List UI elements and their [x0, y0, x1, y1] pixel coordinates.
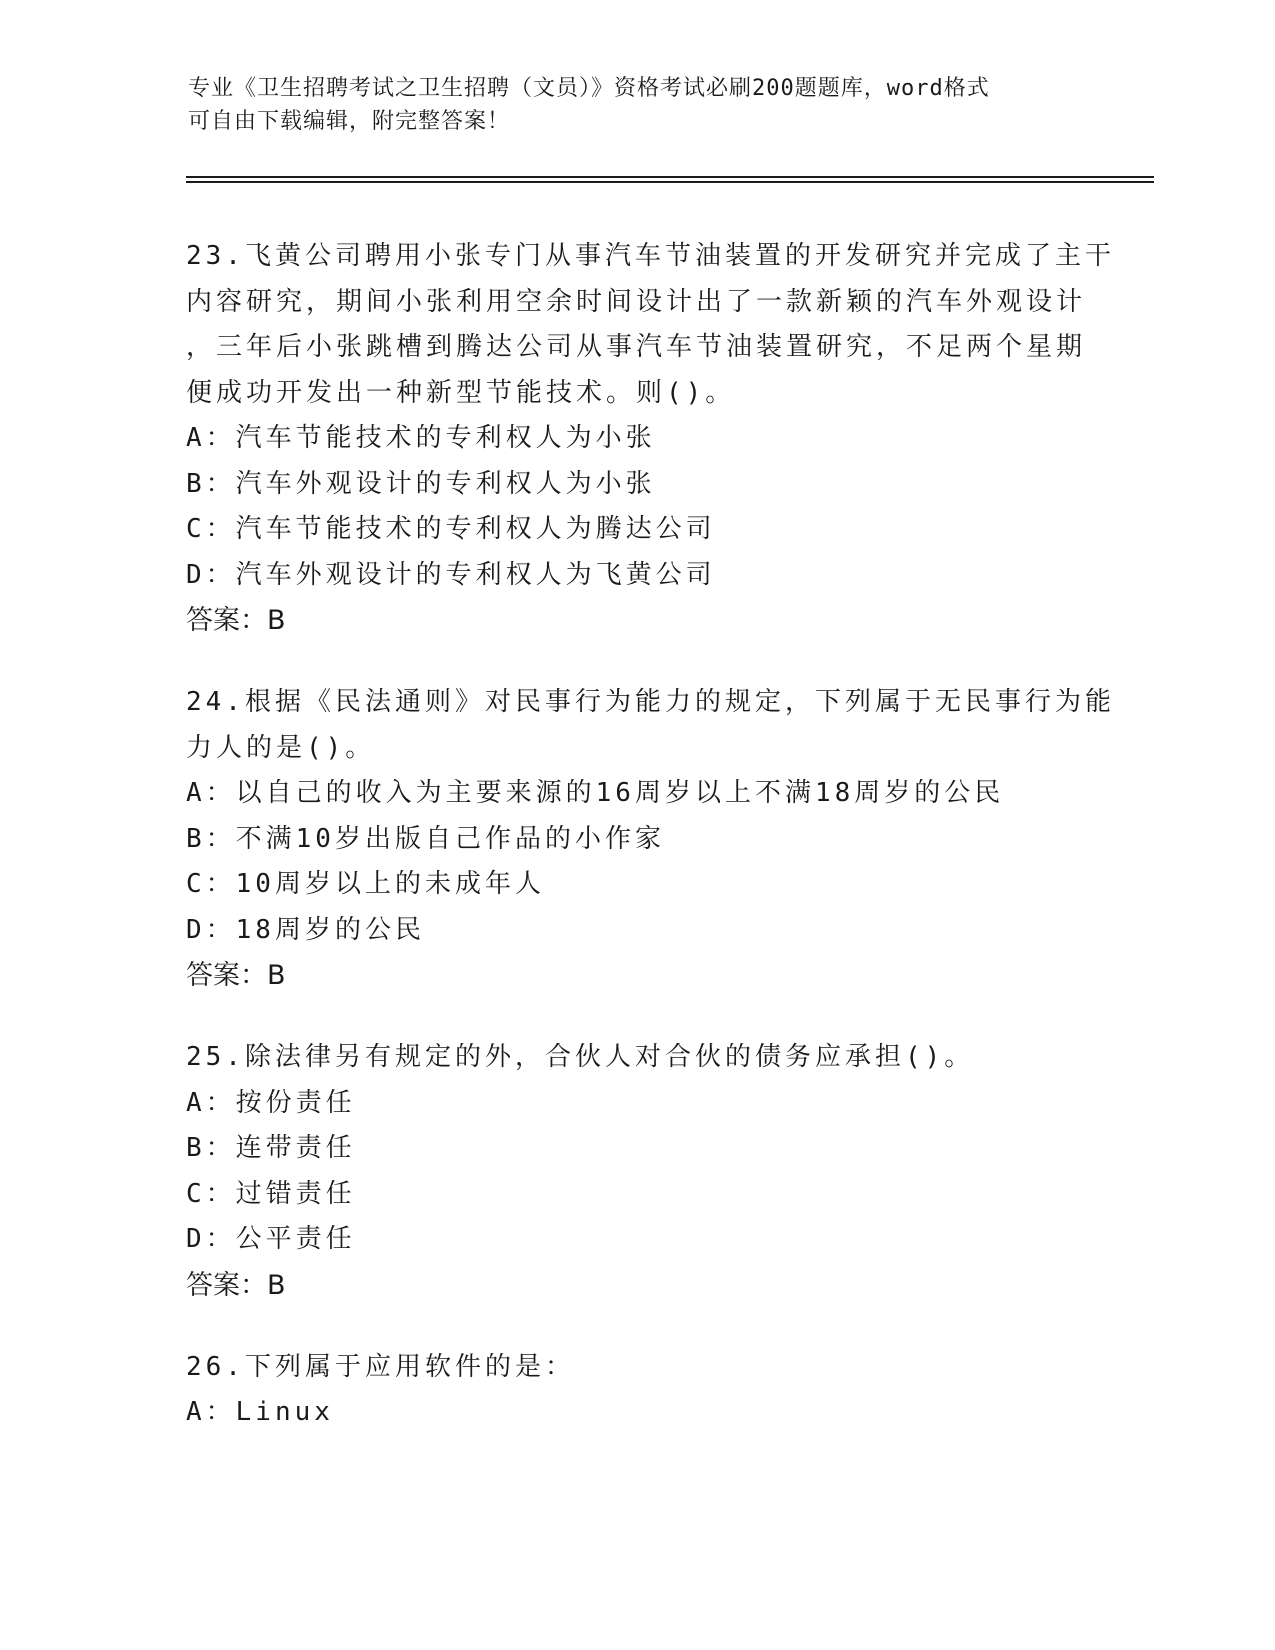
option-b: B：不满10岁出版自己作品的小作家 — [186, 823, 665, 854]
question-25 — [186, 1035, 1086, 1309]
option-a: A：按份责任 — [186, 1087, 356, 1118]
question-text-line: ，三年后小张跳槽到腾达公司从事汽车节油装置研究，不足两个星期 — [186, 332, 1087, 362]
answer: 答案：B — [186, 605, 286, 636]
option-b: B：汽车外观设计的专利权人为小张 — [186, 468, 656, 499]
question-text-line: 力人的是()。 — [186, 732, 376, 763]
option-b: B：连带责任 — [186, 1133, 356, 1163]
question-text-line: 内容研究，期间小张利用空余时间设计出了一款新颖的汽车外观设计 — [186, 286, 1087, 317]
option-a: A：Linux — [186, 1397, 334, 1427]
question-23 — [186, 234, 1115, 644]
answer: 答案：B — [186, 960, 286, 991]
option-c: C：10周岁以上的未成年人 — [186, 869, 545, 899]
question-26 — [186, 1345, 1086, 1436]
question-text-line: 25.除法律另有规定的外，合伙人对合伙的债务应承担()。 — [186, 1042, 975, 1072]
option-a: A：以自己的收入为主要来源的16周岁以上不满18周岁的公民 — [186, 778, 1005, 808]
header-rule-top — [186, 176, 1154, 178]
question-text-line: 24.根据《民法通则》对民事行为能力的规定，下列属于无民事行为能 — [186, 687, 1115, 717]
option-c: C：汽车节能技术的专利权人为腾达公司 — [186, 514, 716, 544]
question-text-line: 23.飞黄公司聘用小张专门从事汽车节油装置的开发研究并完成了主干 — [186, 241, 1115, 271]
header-line-1: 专业《卫生招聘考试之卫生招聘（文员）》资格考试必刷200题题库，word格式 — [188, 76, 990, 101]
option-c: C：过错责任 — [186, 1178, 356, 1209]
document-header — [188, 72, 1068, 138]
option-a: A：汽车节能技术的专利权人为小张 — [186, 423, 656, 453]
question-text-line: 26.下列属于应用软件的是： — [186, 1351, 575, 1382]
question-text-line: 便成功开发出一种新型节能技术。则()。 — [186, 377, 736, 408]
option-d: D：汽车外观设计的专利权人为飞黄公司 — [186, 559, 716, 590]
question-24 — [186, 680, 1115, 999]
answer: 答案：B — [186, 1269, 286, 1301]
header-rule-bottom — [186, 181, 1154, 183]
header-line-2: 可自由下载编辑，附完整答案！ — [188, 109, 511, 134]
option-d: D：18周岁的公民 — [186, 914, 425, 945]
option-d: D：公平责任 — [186, 1224, 356, 1254]
question-list — [186, 234, 1115, 1472]
